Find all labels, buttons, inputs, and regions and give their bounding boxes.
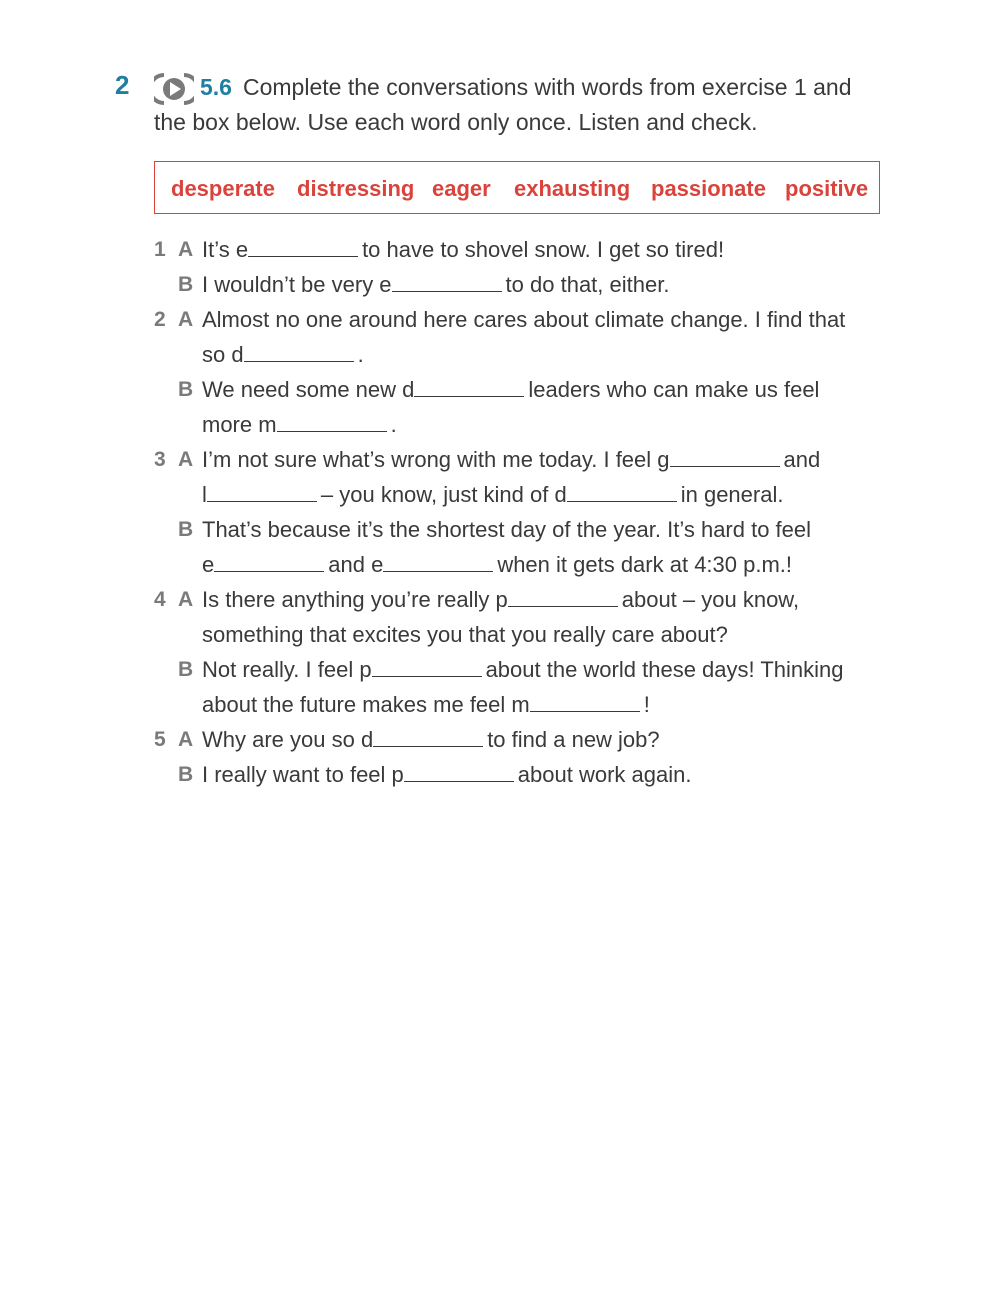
dialogue-text: That’s because it’s the shortest day of the year. It’s hard to feel bbox=[202, 517, 812, 542]
answer-blank[interactable] bbox=[392, 273, 502, 292]
speaker-label: B bbox=[178, 518, 194, 541]
answer-blank[interactable] bbox=[277, 413, 387, 432]
play-audio-icon[interactable] bbox=[154, 72, 194, 106]
dialogue-text: e bbox=[202, 552, 215, 577]
speaker-label: A bbox=[178, 238, 194, 261]
word-box-item: desperate bbox=[171, 176, 275, 201]
dialogue-line bbox=[202, 622, 728, 648]
dialogue-line bbox=[202, 412, 397, 438]
dialogue-line bbox=[202, 307, 845, 333]
answer-blank[interactable] bbox=[414, 378, 524, 397]
conversation-number: 3 bbox=[154, 448, 166, 471]
dialogue-text: It’s e bbox=[202, 237, 249, 262]
word-box-item: exhausting bbox=[514, 176, 631, 201]
speaker-label: B bbox=[178, 658, 194, 681]
answer-blank[interactable] bbox=[567, 483, 677, 502]
dialogue-line bbox=[202, 762, 691, 788]
dialogue-line bbox=[202, 482, 783, 508]
dialogue-text: something that excites you that you really care about? bbox=[202, 622, 728, 647]
dialogue-text: Is there anything you’re really p bbox=[202, 587, 508, 612]
dialogue-line bbox=[202, 377, 819, 403]
answer-blank[interactable] bbox=[530, 693, 640, 712]
dialogue-text: We need some new d bbox=[202, 377, 415, 402]
dialogue-line bbox=[202, 587, 799, 613]
dialogue-line bbox=[202, 692, 650, 718]
instruction-line-1: Complete the conversations with words from exercise 1 and bbox=[243, 74, 852, 100]
word-box-item: positive bbox=[785, 176, 869, 201]
dialogue-line bbox=[202, 237, 724, 263]
answer-blank[interactable] bbox=[670, 448, 780, 467]
dialogue-line bbox=[202, 342, 364, 368]
conversation-number: 1 bbox=[154, 238, 166, 261]
word-box-item: eager bbox=[432, 176, 491, 201]
answer-blank[interactable] bbox=[372, 658, 482, 677]
speaker-label: A bbox=[178, 308, 194, 331]
answer-blank[interactable] bbox=[373, 728, 483, 747]
answer-blank[interactable] bbox=[404, 763, 514, 782]
answer-blank[interactable] bbox=[383, 553, 493, 572]
dialogue-text: so d bbox=[202, 342, 244, 367]
dialogue-text: more m bbox=[202, 412, 277, 437]
speaker-label: A bbox=[178, 588, 194, 611]
conversation-number: 4 bbox=[154, 588, 166, 611]
dialogue-line bbox=[202, 552, 792, 578]
dialogue-text: I’m not sure what’s wrong with me today. I feel g bbox=[202, 447, 670, 472]
dialogue-text: to do that, either. bbox=[505, 272, 670, 297]
speaker-label: A bbox=[178, 728, 194, 751]
dialogue-text: and bbox=[783, 447, 821, 472]
dialogue-text: Almost no one around here cares about climate change. I find that bbox=[202, 307, 846, 332]
dialogue-line bbox=[202, 447, 820, 473]
dialogue-text: to have to shovel snow. I get so tired! bbox=[362, 237, 725, 262]
dialogue-text: and e bbox=[328, 552, 384, 577]
speaker-label: B bbox=[178, 378, 194, 401]
dialogue-line bbox=[202, 517, 811, 543]
word-box bbox=[154, 161, 880, 214]
exercise-number: 2 bbox=[115, 70, 130, 100]
answer-blank[interactable] bbox=[248, 238, 358, 257]
dialogue-text: l bbox=[202, 482, 207, 507]
dialogue-text: to find a new job? bbox=[487, 727, 660, 752]
dialogue-text: . bbox=[357, 342, 364, 367]
conversation-number: 2 bbox=[154, 308, 166, 331]
speaker-label: B bbox=[178, 273, 194, 296]
dialogue-text: Why are you so d bbox=[202, 727, 374, 752]
answer-blank[interactable] bbox=[508, 588, 618, 607]
answer-blank[interactable] bbox=[244, 343, 354, 362]
dialogue-text: – you know, just kind of d bbox=[320, 482, 567, 507]
dialogue-text: about the future makes me feel m bbox=[202, 692, 530, 717]
answer-blank[interactable] bbox=[214, 553, 324, 572]
word-box-item: distressing bbox=[297, 176, 415, 201]
dialogue-text: about the world these days! Thinking bbox=[485, 657, 844, 682]
dialogue-line bbox=[202, 272, 669, 298]
dialogue-text: Not really. I feel p bbox=[202, 657, 372, 682]
dialogue-text: in general. bbox=[680, 482, 784, 507]
dialogue-line bbox=[202, 657, 844, 683]
instruction-line-2: the box below. Use each word only once. Listen and check. bbox=[154, 109, 758, 135]
track-number: 5.6 bbox=[200, 74, 232, 100]
dialogue-text: I really want to feel p bbox=[202, 762, 404, 787]
dialogue-text: I wouldn’t be very e bbox=[202, 272, 392, 297]
speaker-label: B bbox=[178, 763, 194, 786]
dialogue-line bbox=[202, 727, 660, 753]
dialogue-text: . bbox=[390, 412, 397, 437]
dialogue-text: about work again. bbox=[517, 762, 692, 787]
dialogue-text: when it gets dark at 4:30 p.m.! bbox=[497, 552, 793, 577]
dialogue-text: leaders who can make us feel bbox=[528, 377, 820, 402]
word-box-item: passionate bbox=[651, 176, 766, 201]
speaker-label: A bbox=[178, 448, 194, 471]
conversation-number: 5 bbox=[154, 728, 166, 751]
answer-blank[interactable] bbox=[207, 483, 317, 502]
dialogue-text: ! bbox=[643, 692, 650, 717]
dialogue-text: about – you know, bbox=[621, 587, 800, 612]
